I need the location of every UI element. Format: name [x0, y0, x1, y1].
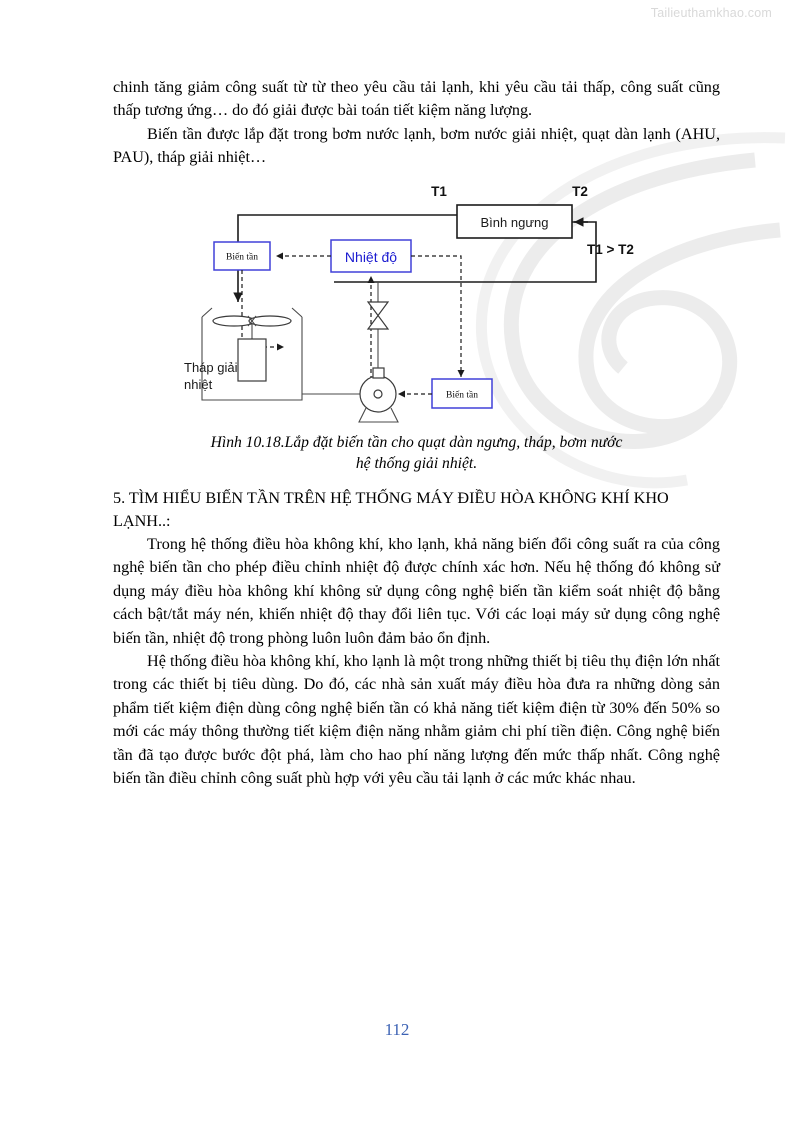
tower-shell-left-lip — [202, 308, 212, 317]
t1-label: T1 — [431, 184, 447, 199]
tower-shell-right-lip — [292, 308, 302, 317]
tower-label-line1: Tháp giải — [184, 360, 238, 375]
temperature-comparison-label: T1 > T2 — [587, 242, 634, 257]
cooling-system-schematic — [176, 182, 666, 427]
paragraph-top-1: chinh tăng giảm công suất từ từ theo yêu cầu tải lạnh, khi yêu cầu tải thấp, công suất cũng thấp tương ứng… do đó giải được bài toán tiết kiệm năng lượng. — [113, 78, 720, 120]
page-number: 112 — [384, 1020, 410, 1039]
paragraph-main-1: Trong hệ thống điều hòa không khí, kho lạnh, khả năng biến đổi công suất ra của công nghệ biến tần cho phép điều chỉnh nhiệt độ được chính xác hơn. Nếu hệ thống đó không sử dụng máy điều hòa không khí không sử dụng công nghệ biến tần kiểm soát nhiệt độ bằng cách bật/tắt máy nén, khiến nhiệt độ thay đổi liên tục. Với các loại máy sử dụng công nghệ biến tần, nhiệt độ trong phòng luôn luôn đảm bảo ổn định. — [113, 535, 720, 647]
top-paragraph-block — [113, 76, 720, 170]
fan-motor-box — [238, 339, 266, 381]
figure-caption-line-2: hệ thống giải nhiệt. — [355, 455, 478, 472]
pump-outlet-nozzle — [373, 368, 384, 378]
site-watermark: Tailieuthamkhao.com — [650, 6, 772, 20]
signal-temp-to-inverter-right — [411, 256, 461, 377]
tower-label-line2: nhiệt — [184, 377, 213, 392]
temperature-controller-label: Nhiệt độ — [344, 249, 398, 265]
main-paragraph-block — [113, 533, 720, 790]
t2-label: T2 — [572, 184, 588, 199]
condenser-label: Bình ngưng — [480, 215, 549, 230]
figure-caption-line-1: Hình 10.18.Lắp đặt biến tần cho quạt dàn ngưng, tháp, bơm nước — [210, 434, 623, 451]
pump-hub-icon — [374, 390, 382, 398]
signal-inverter-left-to-fan-motor — [242, 270, 284, 347]
paragraph-top-2: Biến tần được lắp đặt trong bơm nước lạnh, bơm nước giải nhiệt, quạt dàn lạnh (AHU, PAU), tháp giải nhiệt… — [113, 124, 720, 167]
paragraph-main-2: Hệ thống điều hòa không khí, kho lạnh là một trong những thiết bị tiêu thụ điện lớn nhất trong các thiết bị tiêu dùng. Do đó, các nhà sản xuất máy điều hòa đưa ra những dòng sản phẩm tiết kiệm điện dùng công nghệ biến tần có khả năng tiết kiệm điện từ 30% đến 50% so mới các máy thông thường tiết kiệm điện năng nhằm giảm chi phí tiền điện. Công nghệ biến tần đã tạo được bước đột phá, làm cho hao phí năng lượng đến mức thấp nhất. Công nghệ biến tần điều chỉnh công suất phù hợp với yêu cầu tải lạnh ở các mức khác nhau. — [113, 652, 720, 788]
inverter-right-label: Biến tần — [446, 390, 478, 401]
inverter-left-label: Biến tần — [226, 252, 258, 263]
figure-caption — [113, 432, 720, 474]
section-heading: 5. TÌM HIỂU BIẾN TẦN TRÊN HỆ THỐNG MÁY ĐIỀU HÒA KHÔNG KHÍ KHO LẠNH..: — [113, 489, 669, 531]
